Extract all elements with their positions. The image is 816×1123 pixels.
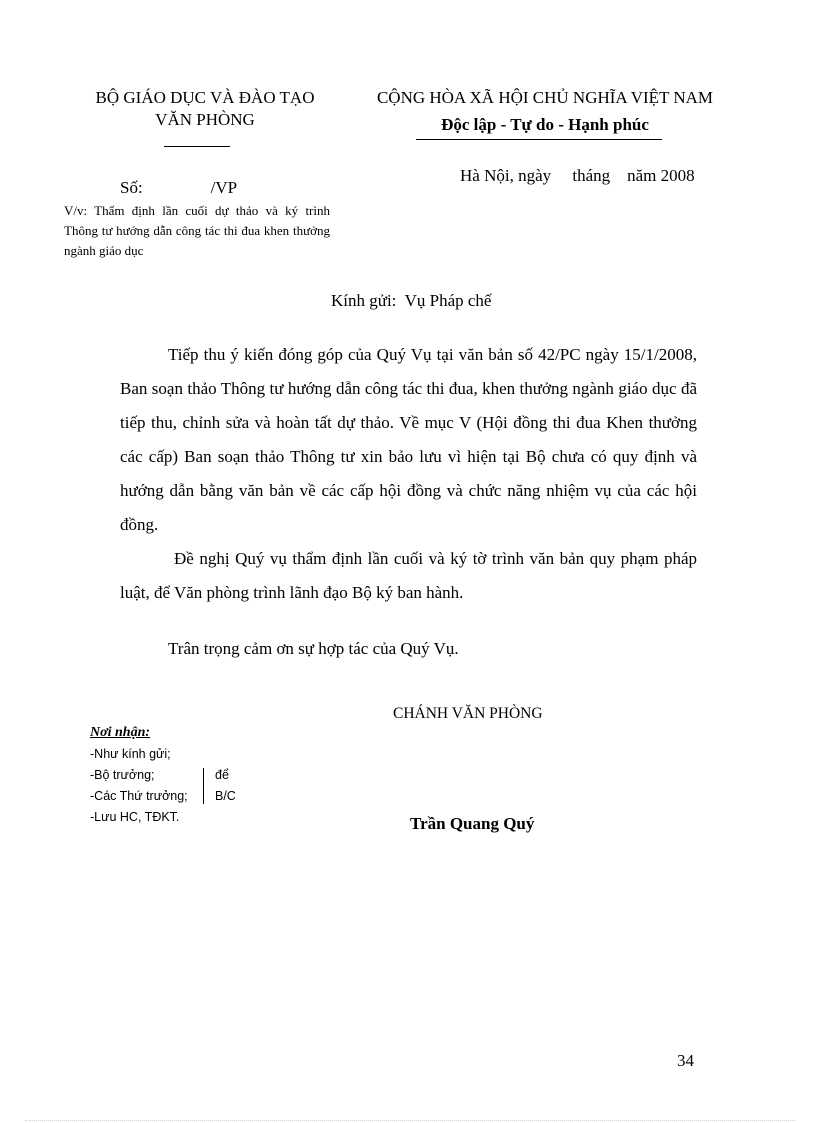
recipients-note-purpose: để xyxy=(215,768,229,782)
document-subject: V/v: Thẩm định lần cuối dự thảo và ký trình Thông tư hướng dẫn công tác thi đua khen thưởng ngành giáo dục xyxy=(64,203,330,258)
document-number: Số: /VP xyxy=(120,178,238,197)
body-paragraph-2: Đề nghị Quý vụ thẩm định lần cuối và ký tờ trình văn bản quy phạm pháp luật, để Văn phòng trình lãnh đạo Bộ ký ban hành. xyxy=(120,549,697,602)
national-motto: Độc lập - Tự do - Hạnh phúc xyxy=(441,115,649,134)
ministry-divider xyxy=(164,146,230,147)
signature-title: CHÁNH VĂN PHÒNG xyxy=(393,705,543,722)
body-paragraph-3: Trân trọng cảm ơn sự hợp tác của Quý Vụ. xyxy=(168,639,459,658)
signature-name: Trần Quang Quý xyxy=(410,814,535,833)
recipients-title: Nơi nhận: xyxy=(90,725,151,740)
page-number: 34 xyxy=(677,1051,694,1070)
recipients-bracket xyxy=(203,768,204,804)
document-date: Hà Nội, ngày tháng năm 2008 xyxy=(460,166,695,185)
body-paragraph-1: Tiếp thu ý kiến đóng góp của Quý Vụ tại văn bản số 42/PC ngày 15/1/2008, Ban soạn thảo Thông tư hướng dẫn công tác thi đua, khen thưởng ngành giáo dục đã tiếp thu, chỉnh sửa và hoàn tất dự thảo. Về mục V (Hội đồng thi đua Khen thưởng các cấp) Ban soạn thảo Thông tư xin bảo lưu vì hiện tại Bộ chưa có quy định và hướng dẫn bằng văn bản về các cấp hội đồng và chức năng nhiệm vụ của các hội đồng. xyxy=(120,345,697,534)
ministry-name: BỘ GIÁO DỤC VÀ ĐÀO TẠO xyxy=(95,88,315,107)
recipient-item: -Như kính gửi; xyxy=(90,747,171,761)
page-bottom-border xyxy=(25,1120,795,1121)
recipient-line: Kính gửi: Vụ Pháp chế xyxy=(331,291,492,310)
office-name: VĂN PHÒNG xyxy=(155,110,255,129)
republic-name: CỘNG HÒA XÃ HỘI CHỦ NGHĨA VIỆT NAM xyxy=(376,88,714,107)
recipient-item: -Lưu HC, TĐKT. xyxy=(90,810,180,824)
motto-underline xyxy=(416,139,662,140)
recipients-note-report: B/C xyxy=(215,789,236,803)
recipient-item: -Các Thứ trưởng; xyxy=(90,789,188,803)
recipient-item: -Bộ trưởng; xyxy=(90,768,155,782)
ministry-header xyxy=(60,87,350,131)
